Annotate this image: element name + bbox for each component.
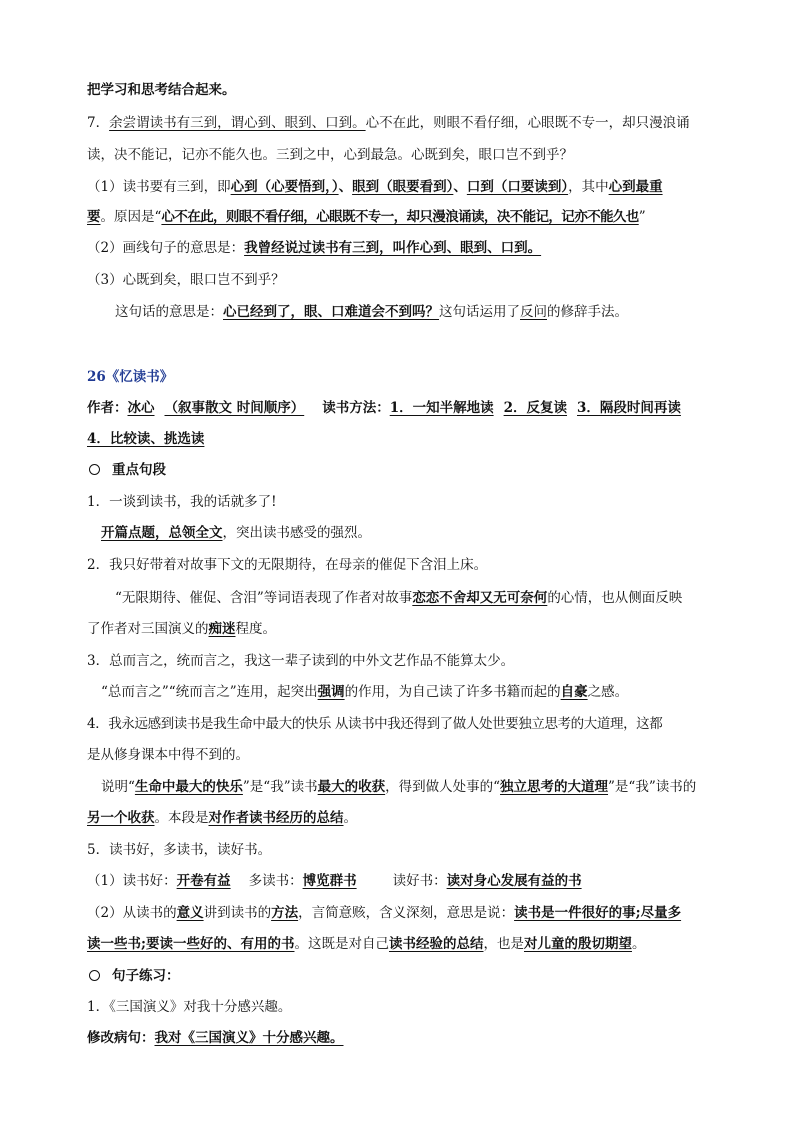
text: “无限期待、催促、含泪”等词语表现了作者对故事 [115, 590, 413, 606]
key-5-answer-1 [87, 871, 712, 891]
answer-7-1-line-2 [87, 207, 712, 227]
answer-text: 开卷有益 [176, 873, 231, 889]
answer-text: 读一些书;要读一些好的、有用的书 [87, 936, 295, 952]
text: （2）画线句子的意思是： [87, 240, 245, 256]
key-4-question-line-2 [87, 745, 712, 765]
text: ，其中 [568, 179, 609, 195]
text: “总而言之”“统而言之”连用，起突出 [101, 684, 318, 700]
author-name: 冰心 [127, 400, 155, 416]
text-line [87, 80, 712, 100]
answer-text: 独立思考的大道理 [500, 779, 609, 795]
text: 的作用，为自己读了许多书籍而起的 [344, 684, 561, 700]
underlined-text: 余尝谓读书有三到，谓心到、眼到、口到。 [109, 115, 366, 131]
text: 程度。 [235, 621, 276, 637]
method-1: 1．一知半解地读 [389, 400, 494, 416]
text: 说明“ [101, 779, 135, 795]
answer-text: 痴迷 [208, 621, 236, 637]
key-5-answer-2-line-2 [87, 934, 712, 954]
text: 是从修身课本中得不到的。 [87, 747, 249, 763]
text: ，也是 [483, 936, 524, 952]
answer-text: 恋恋不舍却又无可奈何 [412, 590, 548, 606]
text: （1）读书要有三到，即 [87, 179, 231, 195]
method-label: 读书方法： [322, 400, 390, 416]
author-label: 作者： [87, 400, 128, 416]
text: 这句话的意思是： [115, 304, 223, 320]
circle-bullet-icon [89, 464, 100, 475]
key-sentences-heading [87, 460, 712, 480]
key-1-question [87, 492, 712, 512]
heading-text: 重点句段 [112, 462, 166, 478]
answer-text: 自豪 [560, 684, 588, 700]
question-7-3 [87, 270, 712, 290]
text: ，突出读书感受的强烈。 [222, 525, 371, 541]
answer-text: 心不在此，则眼不看仔细，心眼既不专一，却只漫浪诵读，决不能记，记亦不能久也 [161, 209, 639, 225]
practice-heading [87, 966, 712, 986]
text: 7． [87, 115, 110, 131]
answer-text: 要 [87, 209, 101, 225]
text: ” [638, 209, 646, 225]
text: （1）读书好： [87, 873, 177, 889]
answer-text: 对儿童的殷切期望 [523, 936, 632, 952]
text: 读，决不能记，记亦不能久也。三到之中，心到最急。心既到矣，眼口岂不到乎？ [87, 147, 573, 163]
method-line-2 [87, 429, 712, 449]
key-2-answer-line-2 [87, 619, 712, 639]
answer-text: 心到（心要悟到，） [230, 179, 339, 195]
answer-text: 读书经验的总结 [388, 936, 484, 952]
answer-7-1-line-1 [87, 177, 712, 197]
text: 。这既是对自己 [294, 936, 389, 952]
text: 、 [338, 179, 353, 195]
underlined-text: 反问 [520, 304, 547, 320]
method-3: 3．隔段时间再读 [577, 400, 681, 416]
answer-text: 对作者读书经历的总结 [208, 810, 344, 826]
answer-text: 博览群书 [302, 873, 357, 889]
text: 这句话运用了 [439, 304, 520, 320]
answer-text: 心已经到了，眼、口难道会不到吗？ [223, 304, 439, 320]
answer-text: 另一个收获 [87, 810, 155, 826]
text: 1．《三国演义》对我十分感兴趣。 [87, 999, 292, 1015]
answer-text: 生命中最大的快乐 [134, 779, 243, 795]
text: 4．我永远感到读书是我生命中最大的快乐 从读书中我还得到了做人处世要独立思考的大道理，这都 [87, 716, 663, 732]
answer-text: 眼到（眼要看到） [352, 179, 454, 195]
answer-text: 强调 [317, 684, 345, 700]
text: 之感。 [587, 684, 629, 700]
section-title-text: 26《忆读书》 [87, 369, 174, 385]
answer-text: 口到（口要读到） [466, 179, 569, 195]
text: 。 [343, 810, 357, 826]
key-2-question [87, 555, 712, 575]
key-3-answer [101, 682, 726, 702]
text: 。 [631, 936, 646, 952]
answer-text: 意义 [176, 905, 204, 921]
text: 的修辞手法。 [547, 304, 628, 320]
answer-7-2 [87, 238, 712, 258]
text: ，得到做人处事的“ [385, 779, 501, 795]
answer-text: 我曾经说过读书有三到，叫作心到、眼到、口到。 [244, 240, 542, 256]
circle-bullet-icon [89, 970, 100, 981]
text: 2．我只好带着对故事下文的无限期待，在母亲的催促下含泪上床。 [87, 557, 488, 573]
text: （2）从读书的 [87, 905, 177, 921]
text: 的心情，也从侧面反映 [547, 590, 683, 606]
author-line [87, 398, 712, 418]
answer-label: 修改病句： [87, 1030, 155, 1046]
answer-text: 开篇点题，总领全文 [101, 525, 223, 541]
key-5-question [87, 840, 712, 860]
answer-7-3 [115, 302, 740, 322]
practice-1-question [87, 997, 712, 1017]
key-1-answer [101, 523, 726, 543]
text: ，言简意赅，含义深刻，意思是说： [298, 905, 515, 921]
text: 3．总而言之，统而言之，我这一辈子读到的中外文艺作品不能算太少。 [87, 653, 515, 669]
section-title [87, 367, 712, 387]
answer-text: 心到最重 [608, 179, 663, 195]
question-7-line-1 [87, 113, 712, 133]
answer-text: 最大的收获 [317, 779, 386, 795]
text: 1．一谈到读书，我的话就多了! [87, 494, 277, 510]
text: 了作者对三国演义的 [87, 621, 209, 637]
practice-1-answer [87, 1028, 712, 1048]
question-7-line-2 [87, 145, 712, 165]
text: 讲到读书的 [203, 905, 272, 921]
heading-text: 句子练习： [112, 968, 180, 984]
key-4-question-line-1 [87, 714, 712, 734]
genre: （叙事散文 时间顺序） [164, 400, 305, 416]
key-4-answer-line-2 [87, 808, 712, 828]
text: ”是“我”读书 [242, 779, 318, 795]
text: 5．读书好，多读书，读好书。 [87, 842, 272, 858]
method-4: 4．比较读、挑选读 [87, 431, 205, 447]
text: 。本段是 [154, 810, 209, 826]
text: （3）心既到矣，眼口岂不到乎？ [87, 272, 285, 288]
text: 读好书： [392, 873, 447, 889]
text: 多读书： [248, 873, 303, 889]
text: 心不在此，则眼不看仔细，心眼既不专一，却只漫浪诵 [365, 115, 690, 131]
method-2: 2．反复读 [503, 400, 568, 416]
answer-text: 方法 [271, 905, 299, 921]
text: 把学习和思考结合起来。 [87, 82, 236, 98]
key-5-answer-2-line-1 [87, 903, 712, 923]
text: 。原因是“ [100, 209, 162, 225]
text: ”是“我”读书的 [608, 779, 697, 795]
key-3-question [87, 651, 712, 671]
key-2-answer-line-1 [115, 588, 740, 608]
answer-text: 我对《三国演义》十分感兴趣。 [154, 1030, 344, 1046]
answer-text: 读书是一件很好的事;尽量多 [514, 905, 682, 921]
key-4-answer-line-1 [101, 777, 726, 797]
text: 、 [453, 179, 467, 195]
answer-text: 读对身心发展有益的书 [446, 873, 582, 889]
